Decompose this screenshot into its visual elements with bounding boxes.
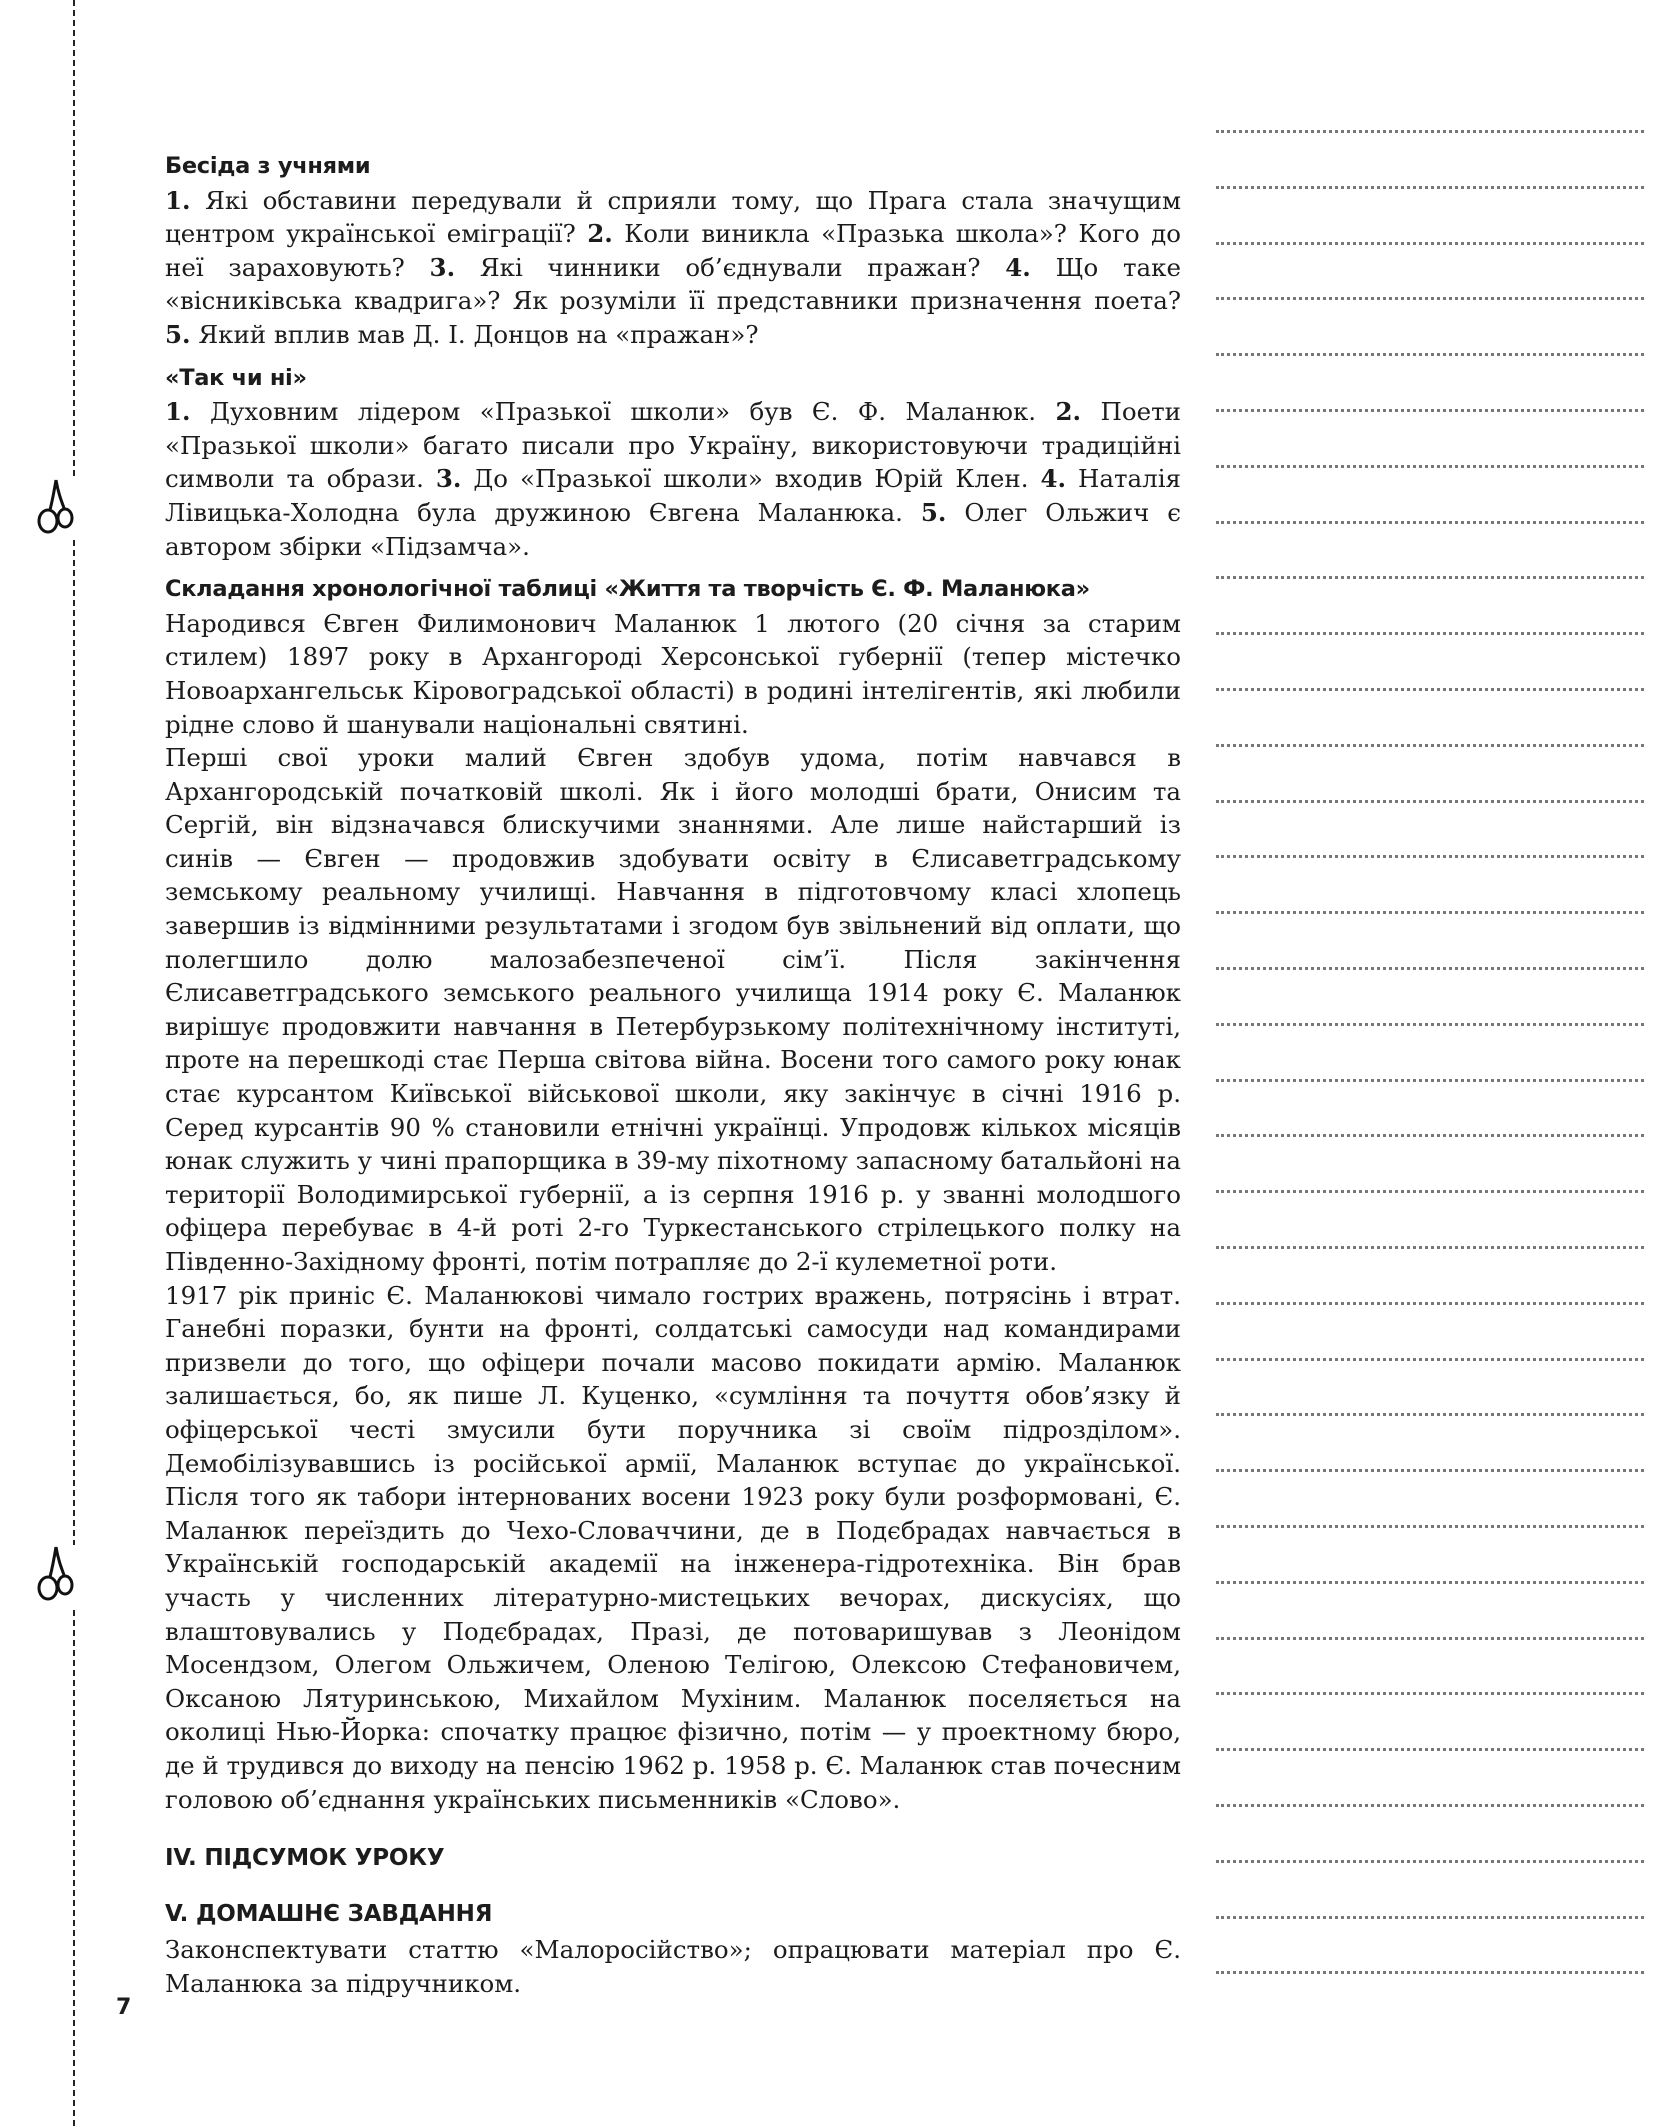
note-line[interactable] bbox=[1216, 911, 1644, 914]
note-line[interactable] bbox=[1216, 1246, 1644, 1249]
note-line[interactable] bbox=[1216, 1023, 1644, 1026]
note-line[interactable] bbox=[1216, 576, 1644, 579]
note-line[interactable] bbox=[1216, 1413, 1644, 1416]
page-number: 7 bbox=[116, 1995, 132, 2020]
question-number: 3. bbox=[429, 252, 456, 282]
note-line[interactable] bbox=[1216, 1190, 1644, 1193]
note-line[interactable] bbox=[1216, 1860, 1644, 1863]
note-line[interactable] bbox=[1216, 855, 1644, 858]
note-line[interactable] bbox=[1216, 1692, 1644, 1695]
cut-line bbox=[73, 0, 75, 2126]
note-line[interactable] bbox=[1216, 1916, 1644, 1919]
biography-paragraph: Народився Євген Филимонович Маланюк 1 лютого (20 січня за старим стилем) 1897 року в Архангороді Херсонської губернії (тепер містечко Новоархангельськ Кіровоградської області) в родині інтелігентів, які любили рідне слово й шанували національні святині. bbox=[165, 608, 1181, 739]
question-number: 2. bbox=[587, 219, 613, 249]
scissors-icon bbox=[34, 478, 78, 540]
note-line[interactable] bbox=[1216, 1804, 1644, 1807]
note-line[interactable] bbox=[1216, 800, 1644, 803]
note-line[interactable] bbox=[1216, 1358, 1644, 1361]
statement-text: Духовним лідером «Празької школи» був Є. Ф. Маланюк. bbox=[190, 397, 1056, 427]
note-line[interactable] bbox=[1216, 409, 1644, 412]
homework-heading: V. ДОМАШНЄ ЗАВДАННЯ bbox=[165, 1900, 493, 1927]
true-false-statements bbox=[165, 395, 1181, 563]
question-number: 4. bbox=[1005, 252, 1031, 282]
scissors-icon bbox=[34, 1545, 78, 1607]
note-line[interactable] bbox=[1216, 1079, 1644, 1082]
note-line[interactable] bbox=[1216, 1637, 1644, 1640]
statement-number: 4. bbox=[1040, 464, 1067, 494]
true-false-heading: «Так чи ні» bbox=[165, 364, 307, 391]
note-line[interactable] bbox=[1216, 744, 1644, 747]
note-line[interactable] bbox=[1216, 1748, 1644, 1751]
note-line[interactable] bbox=[1216, 242, 1644, 245]
question-text: Який вплив мав Д. І. Донцов на «пражан»? bbox=[190, 319, 759, 349]
homework-text: Законспектувати статтю «Малоросійство»; опрацювати матеріал про Є. Маланюка за підручником. bbox=[165, 1935, 1181, 1998]
biography-paragraph: Перші свої уроки малий Євген здобув удома, потім навчався в Архангородській початковій школі. Як і його молодші брати, Онисим та Сергій, він відзначався блискучими знаннями. Але лише найстарший із синів — Євген — продовжив здобувати освіту в Єлисаветградському земському реальному училищі. Навчання в підготовчому класі хлопець завершив із відмінними результатами і згодом був звільнений від оплати, що полегшило долю малозабезпеченої сім’ї. Після закінчення Єлисаветградського земського реального училища 1914 року Є. Маланюк вирішує продовжити навчання в Петербурзькому політехнічному інституті, проте на перешкоді стає Перша світова війна. Восени того самого року юнак стає курсантом Київської військової школи, яку закінчує в січні 1916 р. Серед курсантів 90 % становили етнічні українці. Упродовж кількох місяців юнак служить у чині прапорщика в 39-му піхотному запасному батальйоні на території Володимирської губернії, а із серпня 1916 р. у званні молодшого офіцера перебуває в 4-й роті 2-го Туркестанського стрілецького полку на Південно-Західному фронті, потім потрапляє до 2-ї кулеметної роти. bbox=[165, 743, 1181, 1276]
question-number: 5. bbox=[165, 319, 191, 349]
statement-number: 3. bbox=[435, 464, 462, 494]
note-line[interactable] bbox=[1216, 1525, 1644, 1528]
note-line[interactable] bbox=[1216, 130, 1644, 133]
note-line[interactable] bbox=[1216, 1469, 1644, 1472]
statement-text: Поети «Празької школи» багато писали про Україну, використовуючи традиційні символи та образи. bbox=[165, 397, 1181, 494]
chronology-heading: Складання хронологічної таблиці «Життя та творчість Є. Ф. Маланюка» bbox=[165, 576, 1090, 603]
note-line[interactable] bbox=[1216, 632, 1644, 635]
statement-number: 2. bbox=[1055, 397, 1082, 427]
note-line[interactable] bbox=[1216, 1134, 1644, 1137]
statement-text: До «Празької школи» входив Юрій Клен. bbox=[461, 464, 1041, 494]
note-line[interactable] bbox=[1216, 1971, 1644, 1974]
note-line[interactable] bbox=[1216, 353, 1644, 356]
discussion-questions bbox=[165, 184, 1181, 352]
statement-text: Олег Ольжич є автором збірки «Підзамча». bbox=[165, 497, 1181, 561]
question-text: Коли виникла «Празька школа»? Кого до неї зараховують? bbox=[165, 219, 1181, 282]
note-line[interactable] bbox=[1216, 465, 1644, 468]
statement-text: Наталія Лівицька-Холодна була дружиною Євгена Маланюка. bbox=[165, 464, 1181, 527]
main-content bbox=[165, 150, 1181, 2000]
discussion-heading: Бесіда з учнями bbox=[165, 153, 371, 179]
note-line[interactable] bbox=[1216, 1581, 1644, 1584]
statement-number: 1. bbox=[165, 397, 191, 427]
notes-column bbox=[1216, 130, 1644, 2030]
note-line[interactable] bbox=[1216, 297, 1644, 300]
note-line[interactable] bbox=[1216, 967, 1644, 970]
question-text: Що таке «вісниківська квадрига»? Як розуміли її представники призначення поета? bbox=[165, 252, 1181, 316]
summary-heading: IV. ПІДСУМОК УРОКУ bbox=[165, 1845, 445, 1872]
note-line[interactable] bbox=[1216, 521, 1644, 524]
note-line[interactable] bbox=[1216, 186, 1644, 189]
question-text: Які чинники об’єднували пражан? bbox=[455, 252, 1006, 282]
question-text: Які обставини передували й сприяли тому, що Прага стала значущим центром української еміграції? bbox=[165, 185, 1181, 249]
note-line[interactable] bbox=[1216, 688, 1644, 691]
question-number: 1. bbox=[165, 185, 191, 215]
statement-number: 5. bbox=[920, 497, 947, 527]
note-line[interactable] bbox=[1216, 1302, 1644, 1305]
biography-paragraph: 1917 рік приніс Є. Маланюкові чимало гострих вражень, потрясінь і втрат. Ганебні поразки, бунти на фронті, солдатські самосуди над командирами призвели до того, що офіцери почали масово покидати армію. Маланюк залишається, бо, як пише Л. Куценко, «сумління та почуття обов’язку й офіцерської честі змусили бути поручника зі своїм підрозділом». Демобілізувавшись із російської армії, Маланюк вступає до української. Після того як табори інтернованих восени 1923 року були розформовані, Є. Маланюк переїздить до Чехо-Словаччини, де в Подєбрадах навчається в Українській господарській академії на інженера-гідротехніка. Він брав участь у численних літературно-мистецьких вечорах, дискусіях, що влаштовувались у Подєбрадах, Празі, де потоваришував з Леонідом Мосендзом, Олегом Ольжичем, Оленою Телігою, Олексою Стефановичем, Оксаною Лятуринською, Михайлом Мухіним. Маланюк поселяється на околиці Нью-Йорка: спочатку працює фізично, потім — у проектному бюро, де й трудився до виходу на пенсію 1962 р. 1958 р. Є. Маланюк став почесним головою об’єднання українських письменників «Слово». bbox=[165, 1280, 1181, 1814]
